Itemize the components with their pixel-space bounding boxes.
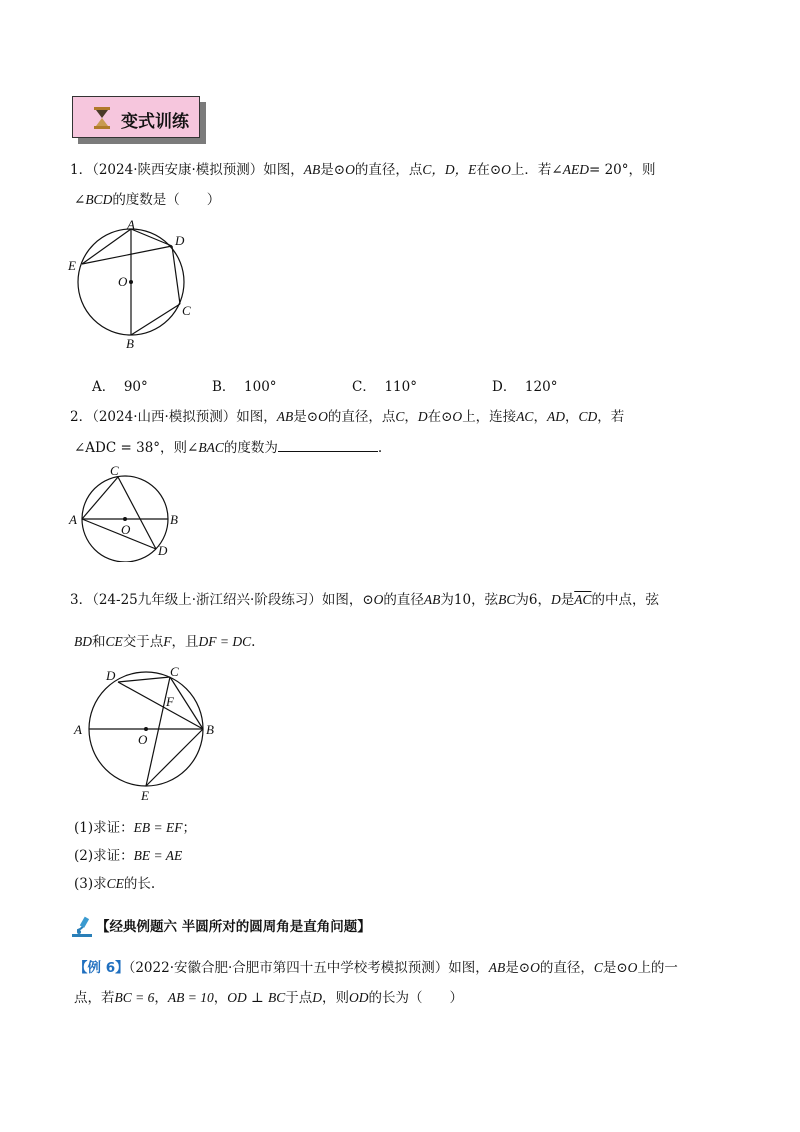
badge-panel (72, 96, 200, 138)
q2-ask: 的度数为 (223, 440, 278, 456)
ex6-text-b: 是 (505, 960, 519, 976)
opt-value: 120° (524, 379, 558, 395)
q1-aed: AED (562, 162, 589, 177)
q2-sep-2: ， (533, 409, 547, 425)
q1-label-o: O (118, 274, 128, 289)
q2-label-o: O (121, 522, 131, 537)
q3-figure (70, 660, 220, 810)
q2-number: 2． (70, 409, 93, 425)
q3-sub2 (74, 846, 182, 866)
opt-label: C． (352, 379, 376, 395)
q2-d: D (417, 409, 428, 424)
q2-text-e: 上，连接 (462, 409, 517, 425)
q2-text-b: 是 (293, 409, 307, 425)
q2-line2 (74, 437, 382, 458)
q1-option-c[interactable] (352, 375, 417, 395)
q3-label-a: A (74, 722, 82, 737)
q1-source: （2024·陕西安康·模拟预测）如图， (92, 162, 304, 178)
q2-label-c: C (110, 463, 119, 478)
q3-label-d: D (106, 668, 116, 683)
q1-label-e: E (68, 258, 76, 273)
q1-points: C，D，E (422, 162, 477, 177)
ex6-c: C (593, 960, 603, 975)
q3-sub1-end: ； (182, 820, 196, 836)
q2-ac: AC (516, 409, 534, 424)
q3-and: 和 (92, 634, 106, 650)
q1-circle-o-2: ⊙O (489, 162, 511, 177)
q3-sub1-label: (1)求证： (74, 820, 134, 836)
q1-label-a: A (127, 218, 135, 232)
q3-text-f: 的中点，弦 (591, 592, 659, 608)
ex6-sep: ， (154, 990, 168, 1006)
q1-label-d: D (175, 233, 185, 248)
q3-end: . (251, 634, 256, 650)
ex6-od: OD (227, 990, 247, 1005)
q3-sub1-expr: EB = EF (133, 820, 183, 835)
q2-cd: CD (578, 409, 598, 424)
ex6-od-2: OD (349, 990, 369, 1005)
q3-sub2-label: (2)求证： (74, 848, 134, 864)
q2-c: C (395, 409, 405, 424)
ex6-then: ，则 (322, 990, 350, 1006)
q2-end: . (377, 440, 383, 456)
section-badge (72, 96, 204, 144)
q2-answer-blank[interactable] (278, 437, 378, 452)
q1-circle-o: ⊙O (333, 162, 355, 177)
q2-source: （2024·山西·模拟预测）如图， (92, 409, 277, 425)
q2-label-a: A (69, 512, 77, 527)
q1-option-a[interactable] (92, 375, 148, 395)
ex6-line1 (74, 958, 678, 978)
badge-title: 变式训练 (121, 112, 189, 132)
q1-line2 (74, 190, 220, 210)
q2-label-b: B (170, 512, 178, 527)
q3-sub3-label: (3)求 (74, 876, 107, 892)
ex6-line2 (74, 988, 463, 1008)
q3-df-dc: DF = DC (198, 634, 252, 649)
q3-bc: BC (498, 592, 516, 607)
q3-label-f: F (166, 694, 174, 709)
q3-label-o: O (138, 732, 148, 747)
ex6-tag: 【例 6】 (74, 960, 129, 976)
q3-source: （24-25九年级上·浙江绍兴·阶段练习）如图， (92, 592, 363, 608)
ex6-perp: ⊥ (246, 990, 269, 1006)
ex6-if: 点，若 (74, 990, 115, 1006)
q2-text-d: 在 (427, 409, 442, 425)
q1-number: 1． (70, 162, 93, 178)
opt-value: 100° (244, 379, 277, 395)
q3-text-c: 为10，弦 (440, 592, 499, 608)
q1-eq: = 20°，则 (588, 162, 656, 178)
q3-label-b: B (206, 722, 214, 737)
ex6-circle-o-2: ⊙O (616, 960, 638, 975)
opt-value: 90° (123, 379, 148, 395)
ex6-sep-2: ， (213, 990, 228, 1006)
q1-text-c: 的直径，点 (354, 162, 423, 178)
q1-option-b[interactable] (212, 375, 277, 395)
q3-intersect: 交于点 (122, 634, 164, 650)
classic-example-heading (70, 915, 371, 938)
q3-ab: AB (423, 592, 441, 607)
q1-label-c: C (182, 303, 191, 318)
q2-label-d: D (158, 543, 168, 558)
q3-line2 (74, 632, 255, 652)
q2-circle-o: ⊙O (306, 409, 328, 424)
ex6-d: D (312, 990, 323, 1005)
q3-bd: BD (74, 634, 92, 649)
q3-label-c: C (170, 664, 179, 679)
q1-text-d: 在 (476, 162, 490, 178)
ex6-ask: 的长为（ ） (368, 990, 464, 1006)
q3-label-e: E (141, 788, 149, 803)
ex6-at-point: 于点 (285, 990, 313, 1006)
ex6-text-e: 上的一 (637, 960, 678, 976)
ex6-text-d: 是 (602, 960, 617, 976)
q2-given: ∠ADC = 38°，则∠ (74, 440, 199, 456)
q3-d: D (550, 592, 561, 607)
ex6-ab10: AB = 10 (167, 990, 214, 1005)
q1-option-d[interactable] (492, 375, 557, 395)
q1-ab: AB (303, 162, 321, 177)
opt-value: 110° (384, 379, 417, 395)
q3-text-b: 的直径 (383, 592, 424, 608)
q1-angle-sign: ∠ (74, 192, 86, 208)
ex6-text-c: 的直径， (539, 960, 594, 976)
q3-arc-ac: $\overline{AC}$ (574, 592, 592, 607)
microscope-icon (70, 916, 96, 938)
q3-text-d: 为6， (515, 592, 551, 608)
q3-and-2: ，且 (171, 634, 199, 650)
q1-text-b: 是 (320, 162, 334, 178)
opt-label: B． (212, 379, 236, 395)
ex6-source: （2022·安徽合肥·合肥市第四十五中学校考模拟预测）如图， (128, 960, 489, 976)
q3-sub3-ce: CE (106, 876, 124, 891)
q1-text-e: 上．若∠ (510, 162, 563, 178)
q2-sep: ， (404, 409, 418, 425)
q3-sub3-end: 的长. (123, 876, 156, 892)
q3-sub1 (74, 818, 196, 838)
q2-text-f: ，若 (597, 409, 625, 425)
opt-label: A． (92, 379, 116, 395)
q1-line1 (70, 160, 656, 180)
q2-circle-o-2: ⊙O (441, 409, 463, 424)
q2-text-c: 的直径，点 (327, 409, 396, 425)
q3-text-e: 是 (560, 592, 575, 608)
opt-label: D． (492, 379, 517, 395)
q2-sep-3: ， (564, 409, 579, 425)
q1-ask: 的度数是（ ） (112, 192, 221, 208)
q2-ab: AB (276, 409, 294, 424)
q1-label-b: B (126, 336, 134, 351)
q3-circle-o: ⊙O (362, 592, 384, 607)
q1-figure (64, 218, 204, 353)
q1-bcd: BCD (85, 192, 113, 207)
ex6-bc6: BC = 6 (114, 990, 155, 1005)
ex6-ab: AB (488, 960, 506, 975)
q3-line1 (70, 590, 659, 610)
q2-ad: AD (546, 409, 565, 424)
q3-sub2-expr: BE = AE (133, 848, 183, 863)
q3-number: 3． (70, 592, 93, 608)
classic-title: 【经典例题六 半圆所对的圆周角是直角问题】 (96, 919, 371, 935)
ex6-circle-o: ⊙O (518, 960, 540, 975)
q2-figure (66, 462, 196, 562)
hourglass-icon (91, 106, 113, 130)
q3-ce: CE (105, 634, 123, 649)
q2-bac: BAC (198, 440, 224, 455)
ex6-bc: BC (268, 990, 286, 1005)
q2-line1 (70, 407, 624, 427)
q3-sub3 (74, 874, 155, 894)
q3-f: F (163, 634, 172, 649)
